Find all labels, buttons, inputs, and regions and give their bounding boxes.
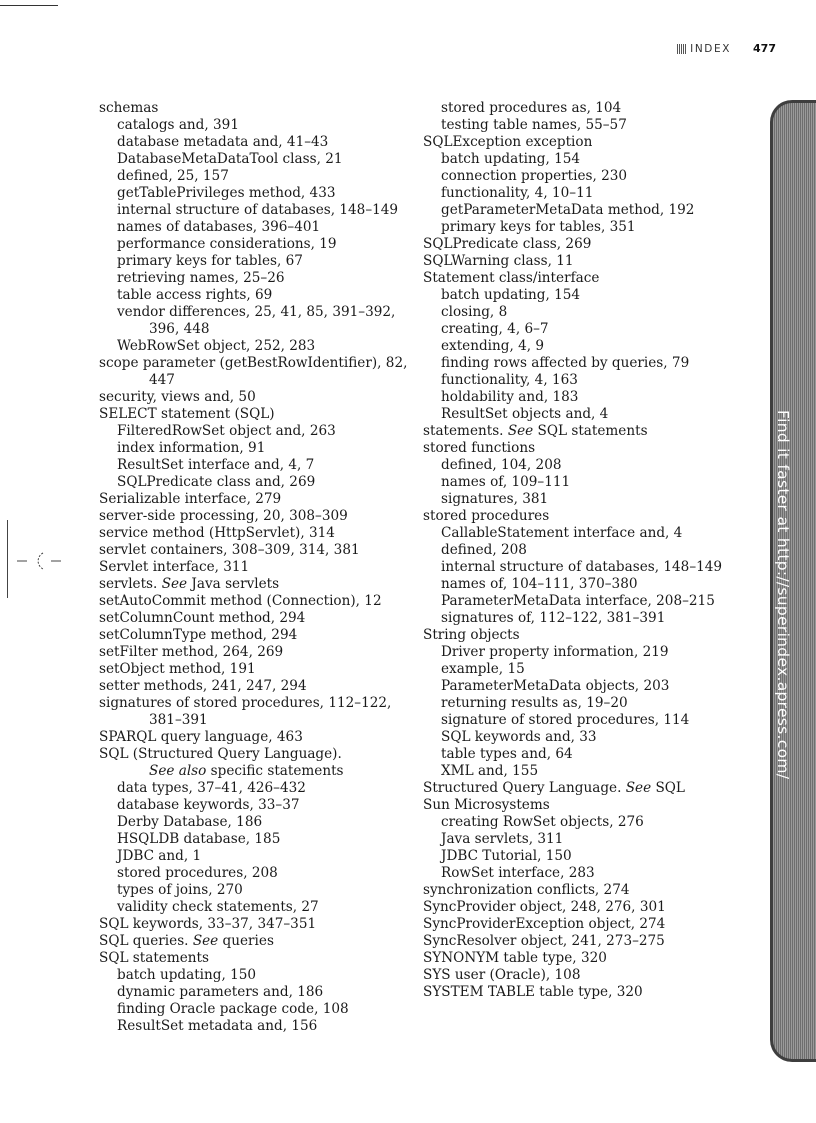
index-subentry: SQLPredicate class and, 269 — [117, 474, 316, 490]
index-subentry: finding rows affected by queries, 79 — [441, 355, 690, 371]
index-subentry: database metadata and, 41–43 — [117, 134, 329, 150]
index-subentry: database keywords, 33–37 — [117, 797, 300, 813]
index-subentry: ResultSet interface and, 4, 7 — [117, 457, 315, 473]
index-subentry: DatabaseMetaDataTool class, 21 — [117, 151, 343, 167]
index-entry: SyncProvider object, 248, 276, 301 — [423, 899, 666, 915]
index-subentry: internal structure of databases, 148–149 — [117, 202, 399, 218]
index-subentry: defined, 104, 208 — [441, 457, 562, 473]
index-subentry: WebRowSet object, 252, 283 — [117, 338, 316, 354]
index-subentry: index information, 91 — [117, 440, 266, 456]
index-entry: SyncProviderException object, 274 — [423, 916, 666, 932]
header-label: INDEX — [690, 42, 732, 55]
index-entry: Statement class/interface — [423, 270, 600, 286]
index-entry: SyncResolver object, 241, 273–275 — [423, 933, 665, 949]
index-subentry: signature of stored procedures, 114 — [441, 712, 690, 728]
index-subentry: ResultSet objects and, 4 — [441, 406, 609, 422]
index-subentry: primary keys for tables, 351 — [441, 219, 636, 235]
index-entry: Structured Query Language. See SQL — [423, 780, 685, 796]
running-header — [677, 42, 776, 55]
index-continuation: 381–391 — [149, 712, 208, 728]
page-number: 477 — [753, 42, 776, 55]
index-entry: SELECT statement (SQL) — [99, 406, 275, 422]
index-continuation: 396, 448 — [149, 321, 210, 337]
index-entry: SYNONYM table type, 320 — [423, 950, 607, 966]
index-subentry: JDBC and, 1 — [117, 848, 202, 864]
index-entry: SQL keywords, 33–37, 347–351 — [99, 916, 317, 932]
index-subentry: Driver property information, 219 — [441, 644, 669, 660]
index-subentry: ParameterMetaData interface, 208–215 — [441, 593, 715, 609]
index-subentry: table types and, 64 — [441, 746, 573, 762]
index-column-right — [423, 100, 743, 1001]
index-subentry: data types, 37–41, 426–432 — [117, 780, 306, 796]
index-entry: servlets. See Java servlets — [99, 576, 280, 592]
index-entry: SQL statements — [99, 950, 209, 966]
index-subentry: ParameterMetaData objects, 203 — [441, 678, 670, 694]
index-subentry: getTablePrivileges method, 433 — [117, 185, 336, 201]
see-reference: See — [192, 933, 219, 949]
index-entry: Servlet interface, 311 — [99, 559, 250, 575]
index-subentry: batch updating, 150 — [117, 967, 257, 983]
index-entry: Sun Microsystems — [423, 797, 550, 813]
index-subentry: finding Oracle package code, 108 — [117, 1001, 349, 1017]
index-subentry: HSQLDB database, 185 — [117, 831, 281, 847]
index-subentry: functionality, 4, 10–11 — [441, 185, 594, 201]
index-entry: setObject method, 191 — [99, 661, 256, 677]
index-subentry: JDBC Tutorial, 150 — [441, 848, 572, 864]
index-entry: SQL queries. See queries — [99, 933, 274, 949]
index-subentry: batch updating, 154 — [441, 287, 581, 303]
index-subentry: Derby Database, 186 — [117, 814, 263, 830]
index-subentry: retrieving names, 25–26 — [117, 270, 285, 286]
index-entry: String objects — [423, 627, 520, 643]
index-subentry: stored procedures, 208 — [117, 865, 278, 881]
index-entry: stored functions — [423, 440, 536, 456]
registration-mark-icon — [17, 551, 63, 571]
index-subentry: names of databases, 396–401 — [117, 219, 321, 235]
index-subentry: returning results as, 19–20 — [441, 695, 628, 711]
index-subentry: getParameterMetaData method, 192 — [441, 202, 695, 218]
index-subentry: extending, 4, 9 — [441, 338, 545, 354]
index-subentry: testing table names, 55–57 — [441, 117, 627, 133]
index-subentry: closing, 8 — [441, 304, 508, 320]
index-entry: servlet containers, 308–309, 314, 381 — [99, 542, 360, 558]
index-entry: setColumnType method, 294 — [99, 627, 298, 643]
thumb-tab-text: Find it faster at http://superindex.apress.com/ — [774, 410, 792, 780]
index-entry: setter methods, 241, 247, 294 — [99, 678, 307, 694]
see-reference: See — [625, 780, 652, 796]
index-subentry: dynamic parameters and, 186 — [117, 984, 324, 1000]
index-entry: Serializable interface, 279 — [99, 491, 282, 507]
index-subentry: internal structure of databases, 148–149 — [441, 559, 723, 575]
index-subentry: names of, 109–111 — [441, 474, 571, 490]
index-entry: SQLPredicate class, 269 — [423, 236, 592, 252]
index-continuation: See also specific statements — [149, 763, 344, 779]
crop-mark — [0, 5, 58, 6]
index-subentry: types of joins, 270 — [117, 882, 243, 898]
index-subentry: creating, 4, 6–7 — [441, 321, 549, 337]
index-subentry: table access rights, 69 — [117, 287, 273, 303]
index-subentry: stored procedures as, 104 — [441, 100, 622, 116]
index-subentry: SQL keywords and, 33 — [441, 729, 597, 745]
index-continuation: 447 — [149, 372, 175, 388]
index-entry: SQLWarning class, 11 — [423, 253, 574, 269]
index-subentry: ResultSet metadata and, 156 — [117, 1018, 318, 1034]
index-subentry: validity check statements, 27 — [117, 899, 319, 915]
registration-line — [7, 520, 8, 598]
index-subentry: CallableStatement interface and, 4 — [441, 525, 683, 541]
index-subentry: defined, 25, 157 — [117, 168, 229, 184]
index-entry: SQLException exception — [423, 134, 593, 150]
index-entry: setColumnCount method, 294 — [99, 610, 306, 626]
index-entry: SYS user (Oracle), 108 — [423, 967, 581, 983]
index-entry: signatures of stored procedures, 112–122, — [99, 695, 392, 711]
index-subentry: functionality, 4, 163 — [441, 372, 578, 388]
index-entry: SPARQL query language, 463 — [99, 729, 303, 745]
index-entry: schemas — [99, 100, 159, 116]
index-subentry: performance considerations, 19 — [117, 236, 337, 252]
index-subentry: catalogs and, 391 — [117, 117, 239, 133]
index-entry: synchronization conflicts, 274 — [423, 882, 630, 898]
index-subentry: FilteredRowSet object and, 263 — [117, 423, 336, 439]
index-entry: server-side processing, 20, 308–309 — [99, 508, 348, 524]
index-entry: service method (HttpServlet), 314 — [99, 525, 335, 541]
see-reference: See — [507, 423, 534, 439]
see-reference: See also — [149, 763, 207, 779]
header-marker-icon — [677, 44, 687, 54]
index-entry: SQL (Structured Query Language). — [99, 746, 342, 762]
index-subentry: batch updating, 154 — [441, 151, 581, 167]
index-subentry: example, 15 — [441, 661, 525, 677]
index-entry: setAutoCommit method (Connection), 12 — [99, 593, 382, 609]
index-subentry: primary keys for tables, 67 — [117, 253, 303, 269]
index-subentry: holdability and, 183 — [441, 389, 579, 405]
index-entry: SYSTEM TABLE table type, 320 — [423, 984, 643, 1000]
index-entry: statements. See SQL statements — [423, 423, 648, 439]
index-column-left — [99, 100, 408, 1035]
index-entry: scope parameter (getBestRowIdentifier), 82, — [99, 355, 408, 371]
index-entry: stored procedures — [423, 508, 550, 524]
index-subentry: RowSet interface, 283 — [441, 865, 595, 881]
index-subentry: defined, 208 — [441, 542, 527, 558]
index-entry: security, views and, 50 — [99, 389, 256, 405]
index-entry: setFilter method, 264, 269 — [99, 644, 284, 660]
index-subentry: vendor differences, 25, 41, 85, 391–392, — [117, 304, 396, 320]
index-subentry: Java servlets, 311 — [441, 831, 564, 847]
index-subentry: signatures, 381 — [441, 491, 549, 507]
index-subentry: names of, 104–111, 370–380 — [441, 576, 638, 592]
index-subentry: XML and, 155 — [441, 763, 539, 779]
index-subentry: creating RowSet objects, 276 — [441, 814, 644, 830]
index-subentry: signatures of, 112–122, 381–391 — [441, 610, 666, 626]
see-reference: See — [161, 576, 188, 592]
index-subentry: connection properties, 230 — [441, 168, 628, 184]
